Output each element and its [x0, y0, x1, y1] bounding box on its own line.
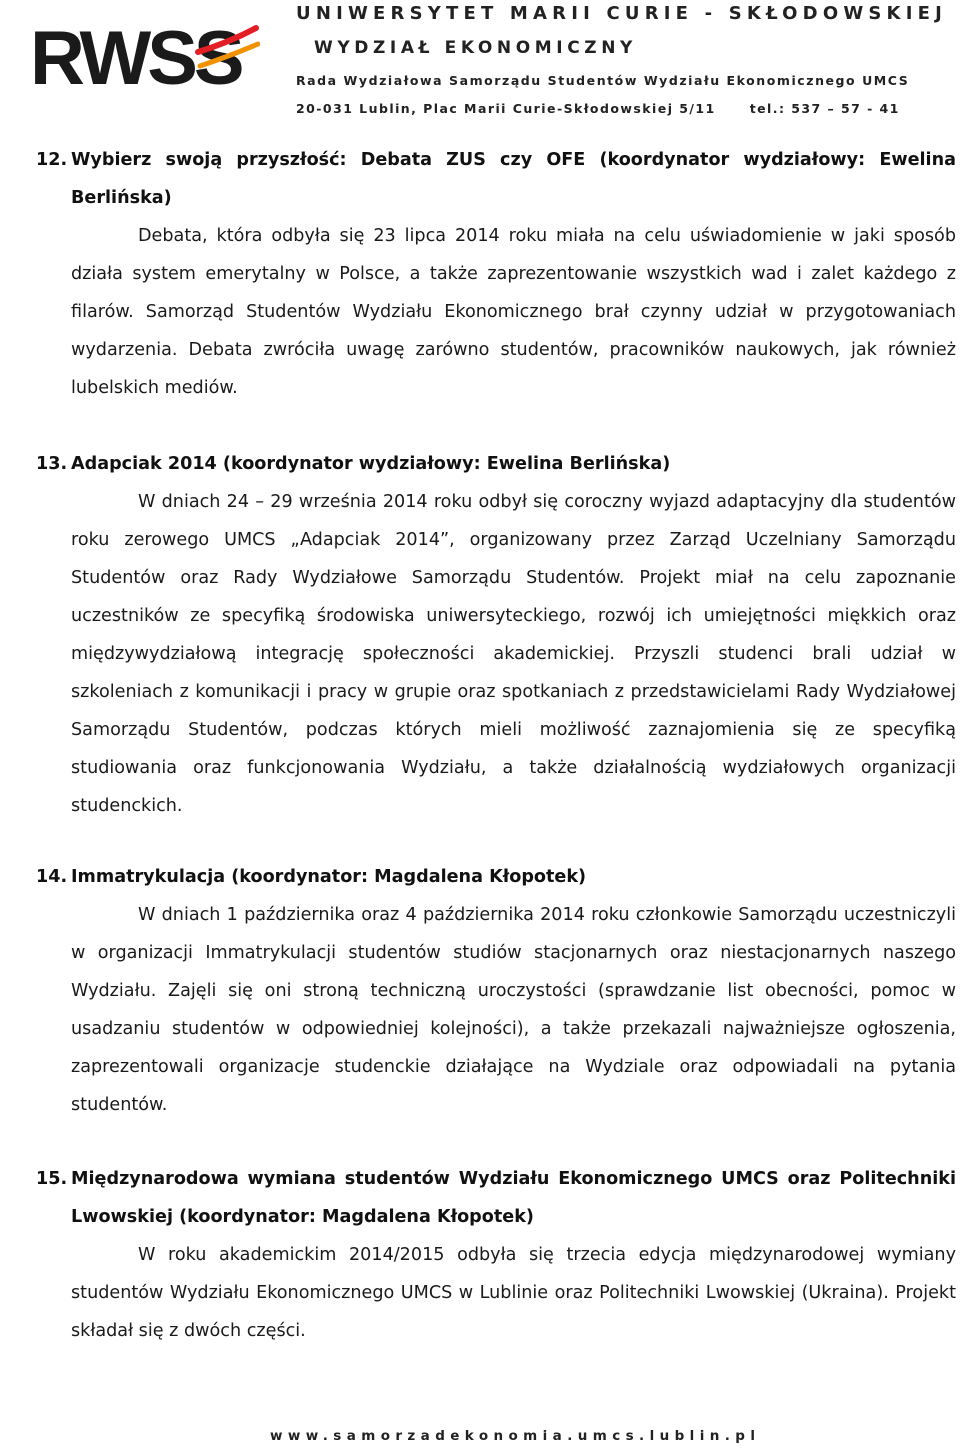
section-13: [36, 445, 956, 825]
section-heading: [36, 858, 956, 896]
section-heading: [36, 445, 956, 483]
section-number: 15.: [36, 1169, 68, 1189]
section-number: 14.: [36, 867, 68, 887]
section-title: Immatrykulacja (koordynator: Magdalena Kłopotek): [71, 867, 587, 887]
section-title: Międzynarodowa wymiana studentów Wydziału Ekonomicznego UMCS oraz Politechniki Lwowskiej (koordynator: Magdalena Kłopotek): [71, 1169, 956, 1227]
address: 20-031 Lublin, Plac Marii Curie-Skłodowskiej 5/11: [296, 101, 716, 116]
section-title: Wybierz swoją przyszłość: Debata ZUS czy OFE (koordynator wydziałowy: Ewelina Berlińska): [71, 150, 956, 208]
letterhead: [0, 0, 960, 130]
university-name: UNIWERSYTET MARII CURIE - SKŁODOWSKIEJ: [296, 3, 947, 24]
rwss-logo: [30, 22, 260, 94]
address-line: [296, 101, 900, 116]
council-name: Rada Wydziałowa Samorządu Studentów Wydziału Ekonomicznego UMCS: [296, 73, 910, 88]
section-number: 12.: [36, 150, 68, 170]
section-12: [36, 141, 956, 407]
phone: tel.: 537 – 57 - 41: [749, 101, 900, 116]
section-15: [36, 1160, 956, 1350]
section-paragraph: W dniach 24 – 29 września 2014 roku odbył się coroczny wyjazd adaptacyjny dla studentów roku zerowego UMCS „Adapciak 2014”, organizowany przez Zarząd Uczelniany Samorządu Studentów oraz Rady Wydziałowe Samorządu Studentów. Projekt miał na celu zapoznanie uczestników ze specyfiką środowiska uniwersyteckiego, rozwój ich umiejętności miękkich oraz międzywydziałową integrację społeczności akademickiej. Przyszli studenci brali udział w szkoleniach z komunikacji i pracy w grupie oraz spotkaniach z przedstawicielami Rady Wydziałowej Samorządu Studentów, podczas których mieli możliwość zaznajomienia się ze specyfiką studiowania oraz funkcjonowania Wydziału, a także działalnością wydziałowych organizacji studenckich.: [71, 492, 956, 816]
footer-website: www.samorzadekonomia.umcs.lublin.pl: [270, 1428, 761, 1444]
section-heading: [36, 141, 956, 217]
section-14: [36, 858, 956, 1124]
faculty-name: WYDZIAŁ EKONOMICZNY: [314, 38, 637, 58]
section-paragraph: W roku akademickim 2014/2015 odbyła się trzecia edycja międzynarodowej wymiany studentów Wydziału Ekonomicznego UMCS w Lublinie oraz Politechniki Lwowskiej (Ukraina). Projekt składał się z dwóch części.: [71, 1245, 956, 1341]
section-paragraph: Debata, która odbyła się 23 lipca 2014 roku miała na celu uświadomienie w jaki sposób działa system emerytalny w Polsce, a także zaprezentowanie wszystkich wad i zalet każdego z filarów. Samorząd Studentów Wydziału Ekonomicznego brał czynny udział w przygotowaniach wydarzenia. Debata zwróciła uwagę zarówno studentów, pracowników naukowych, jak również lubelskich mediów.: [71, 226, 956, 398]
svg-text:RWSS: RWSS: [30, 22, 241, 94]
section-number: 13.: [36, 454, 68, 474]
section-paragraph: W dniach 1 października oraz 4 października 2014 roku członkowie Samorządu uczestniczyli w organizacji Immatrykulacji studentów studiów stacjonarnych oraz niestacjonarnych naszego Wydziału. Zajęli się oni stroną techniczną uroczystości (sprawdzanie list obecności, pomoc w usadzaniu studentów w odpowiedniej kolejności), a także przekazali najważniejsze ogłoszenia, zaprezentowali organizacje studenckie działające na Wydziale oraz odpowiadali na pytania studentów.: [71, 905, 956, 1115]
section-heading: [36, 1160, 956, 1236]
section-title: Adapciak 2014 (koordynator wydziałowy: Ewelina Berlińska): [71, 454, 671, 474]
